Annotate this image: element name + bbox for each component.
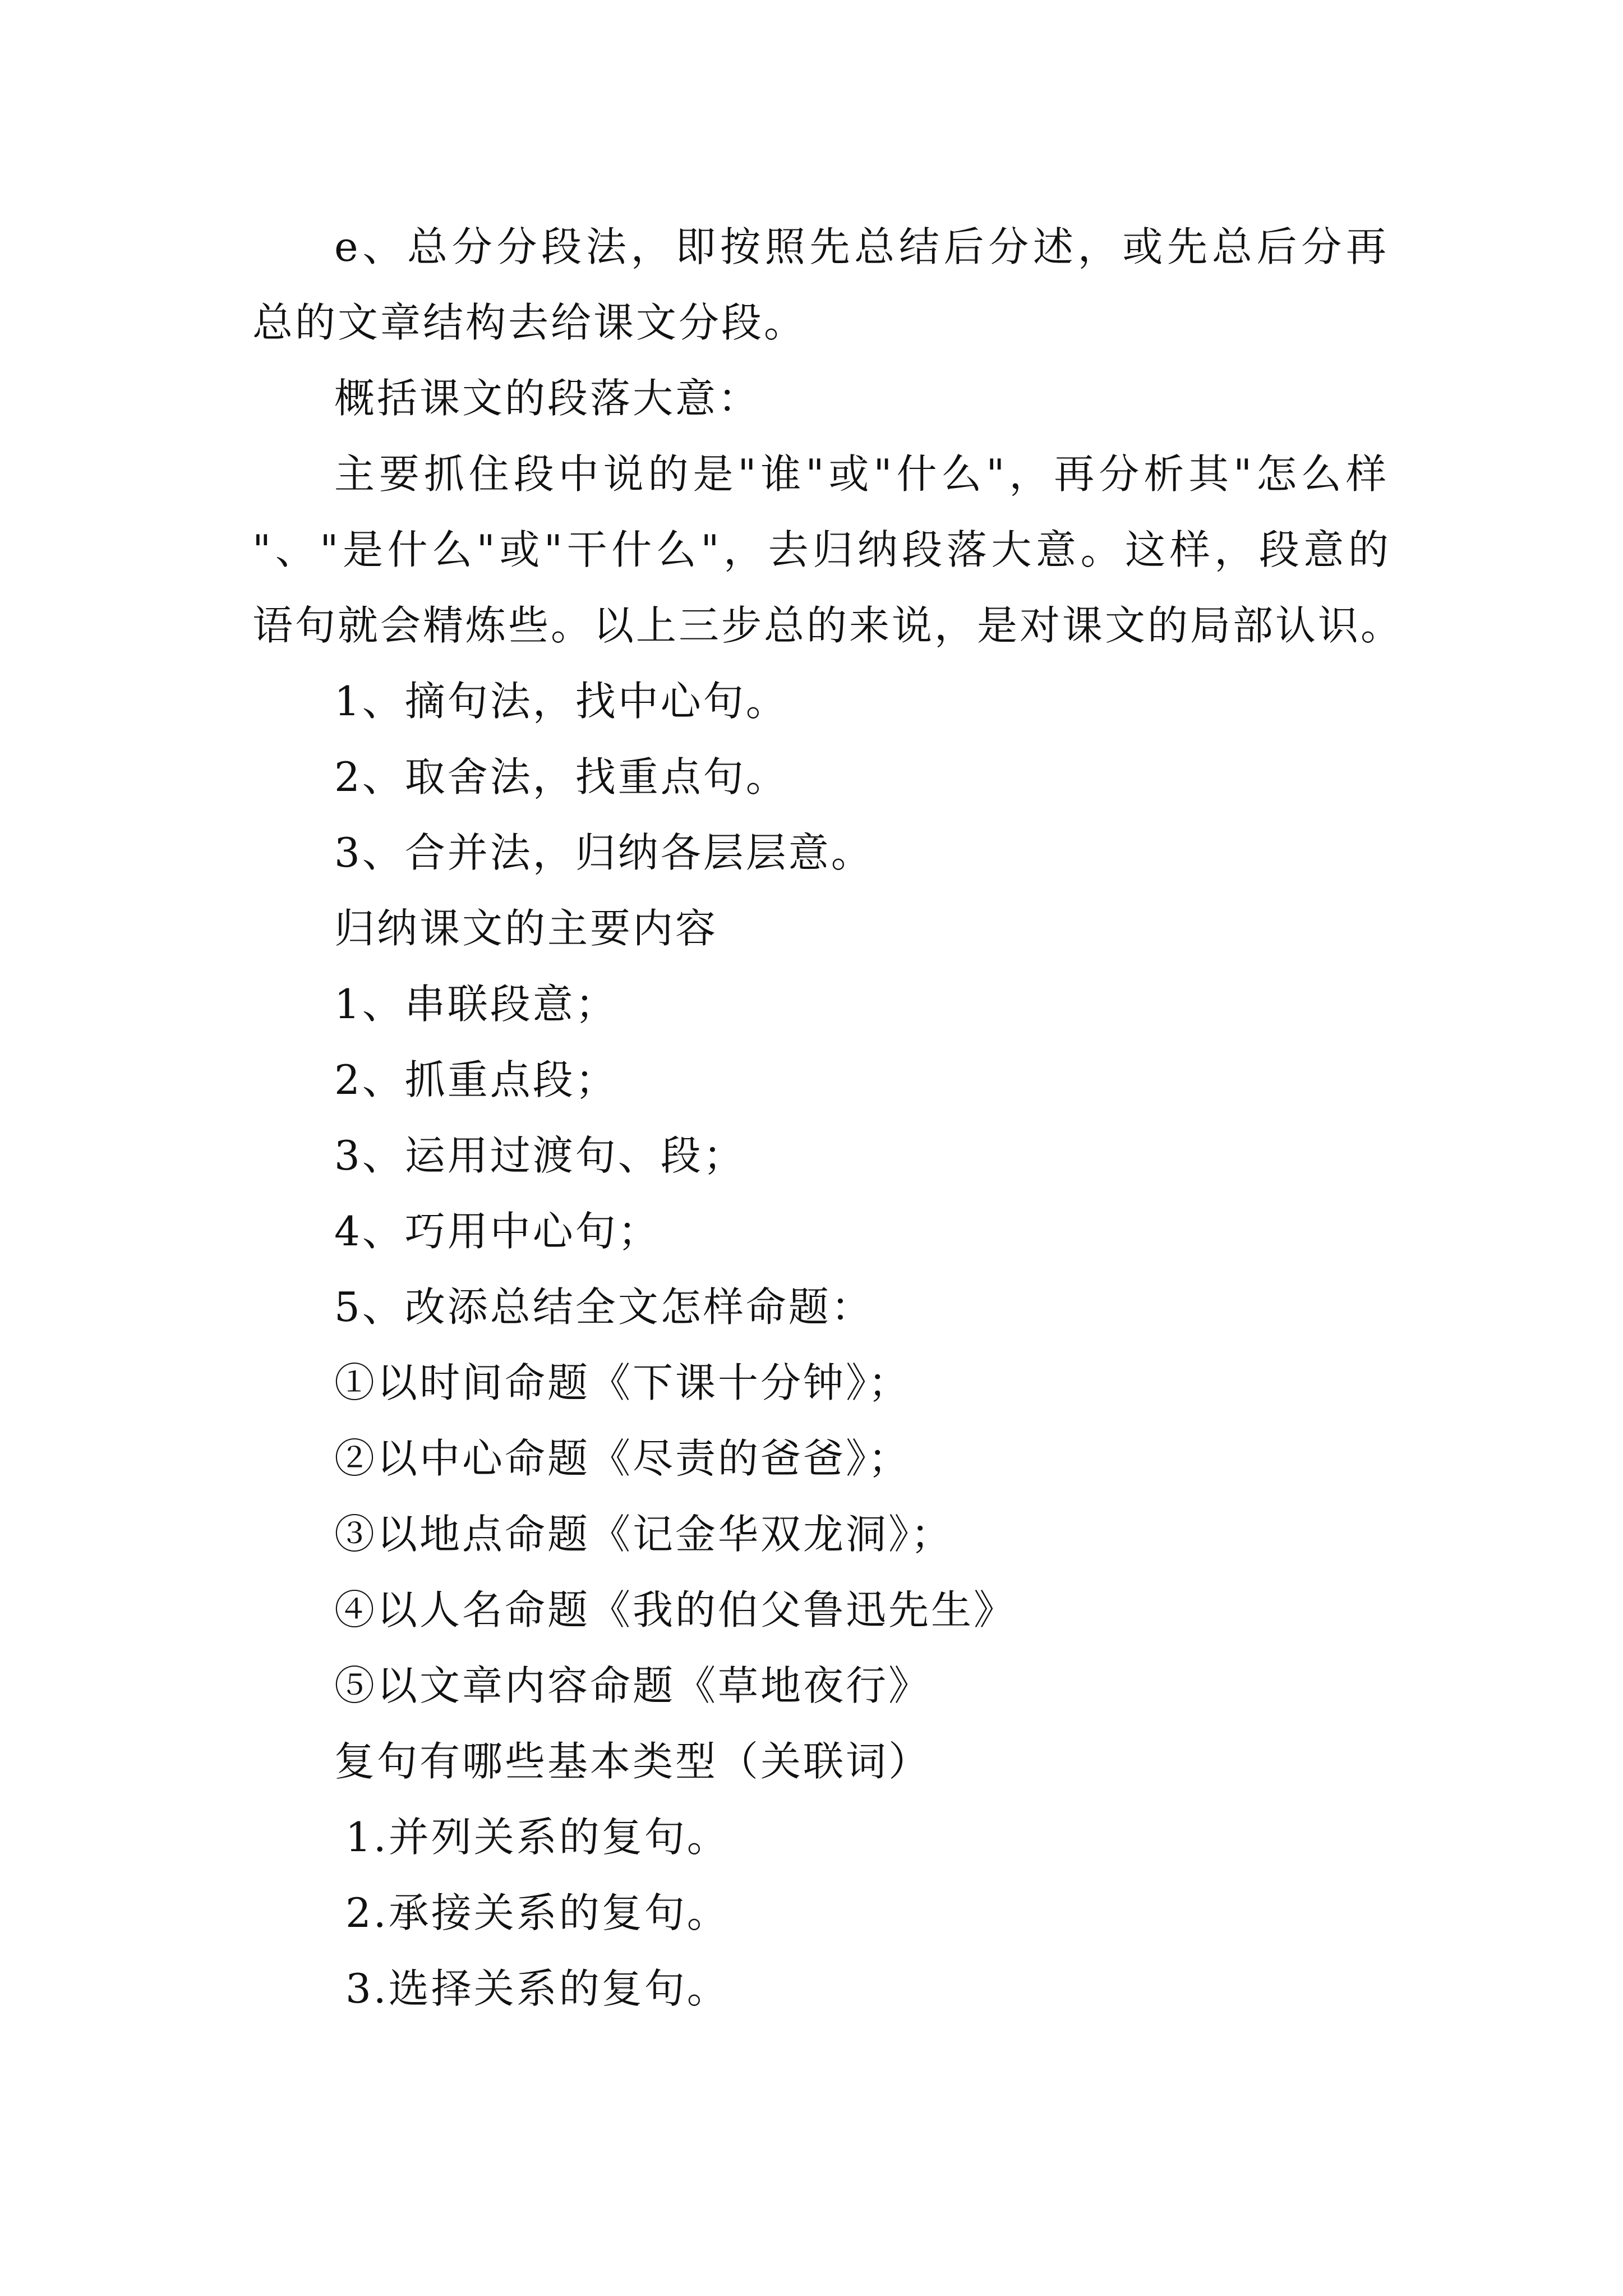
paragraph-line: 语句就会精炼些。以上三步总的来说，是对课文的局部认识。: [252, 602, 1404, 649]
list-item: 2、取舍法，找重点句。: [334, 753, 789, 800]
list-item: 3.选择关系的复句。: [345, 1965, 730, 2012]
list-item: 4、巧用中心句；: [334, 1208, 661, 1255]
section-heading: 归纳课文的主要内容: [334, 905, 718, 952]
list-item: 1、串联段意；: [334, 981, 618, 1028]
list-item: ②以中心命题《尽责的爸爸》；: [334, 1435, 911, 1482]
list-item: 3、运用过渡句、段；: [334, 1132, 746, 1179]
list-item: 2.承接关系的复句。: [345, 1889, 730, 1936]
list-item: 5、改添总结全文怎样命题：: [334, 1283, 874, 1331]
section-heading: 概括课文的段落大意：: [334, 375, 761, 422]
list-item: ③以地点命题《记金华双龙洞》；: [334, 1511, 954, 1558]
paragraph-line: e、总分分段法，即按照先总结后分述，或先总后分再: [334, 223, 1389, 270]
section-heading: 复句有哪些基本类型（关联词）: [334, 1738, 932, 1785]
list-item: ⑤以文章内容命题《草地夜行》: [334, 1662, 932, 1709]
paragraph-line: "、"是什么"或"干什么"，去归纳段落大意。这样，段意的: [252, 526, 1391, 573]
list-item: 1、摘句法，找中心句。: [334, 678, 789, 725]
paragraph-line: 总的文章结构去给课文分段。: [252, 299, 807, 346]
list-item: 3、合并法，归纳各层层意。: [334, 829, 874, 876]
list-item: ④以人名命题《我的伯父鲁迅先生》: [334, 1586, 1017, 1634]
list-item: 2、抓重点段；: [334, 1056, 618, 1103]
list-item: 1.并列关系的复句。: [345, 1814, 730, 1861]
paragraph-line: 主要抓住段中说的是"谁"或"什么"，再分析其"怎么样: [334, 450, 1389, 498]
list-item: ①以时间命题《下课十分钟》；: [334, 1359, 911, 1406]
